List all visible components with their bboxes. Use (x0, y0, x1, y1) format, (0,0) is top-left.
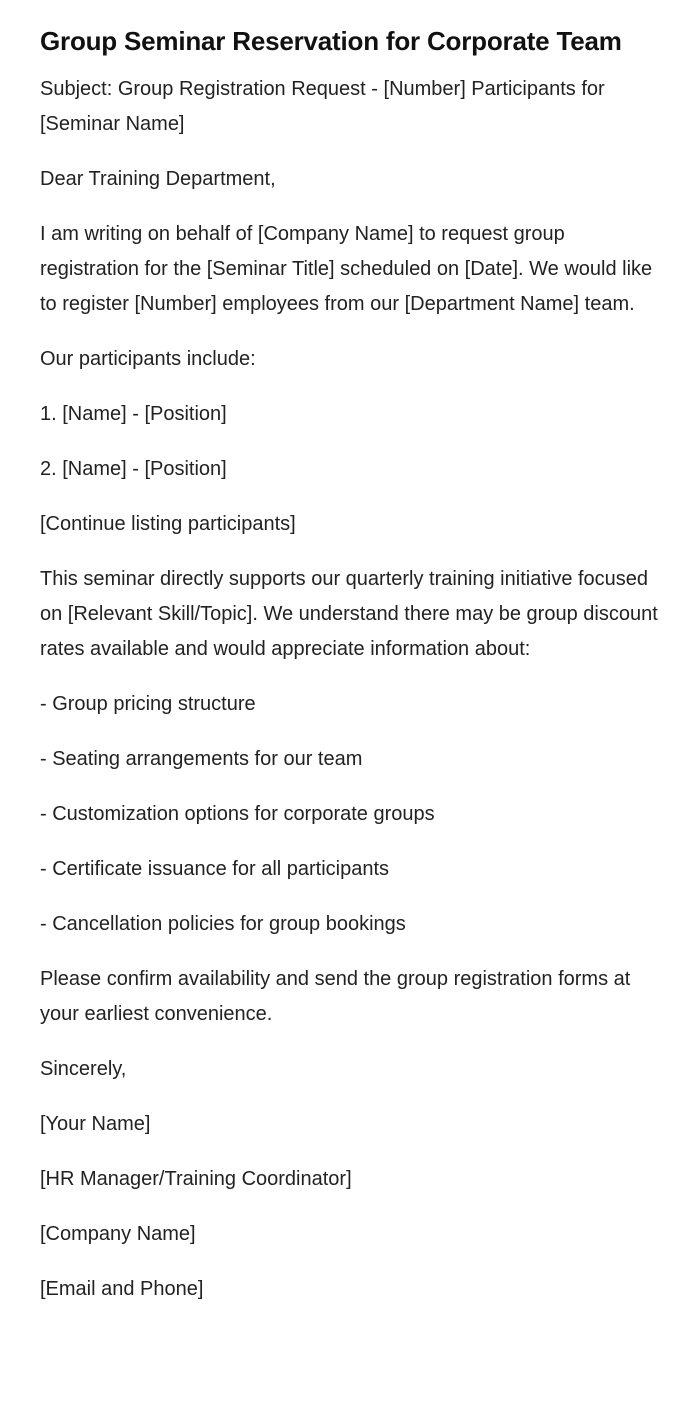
participant-item: 2. [Name] - [Position] (40, 458, 227, 480)
participants-heading: Our participants include: (40, 348, 256, 370)
body-paragraph: This seminar directly supports our quarterly training initiative focused on [Relevant Skill/Topic]. We understand there may be group discount rates available and would appreciate information about: (40, 568, 658, 660)
sign-off: Sincerely, (40, 1058, 127, 1080)
signature-name: [Your Name] (40, 1113, 151, 1135)
signature-contact: [Email and Phone] (40, 1278, 204, 1300)
signature-company: [Company Name] (40, 1223, 196, 1245)
info-list-item: - Cancellation policies for group bookings (40, 913, 406, 935)
subject-line: Subject: Group Registration Request - [Number] Participants for [Seminar Name] (40, 78, 605, 135)
document-title: Group Seminar Reservation for Corporate Team (40, 26, 622, 56)
salutation: Dear Training Department, (40, 168, 276, 190)
participant-continue: [Continue listing participants] (40, 513, 296, 535)
info-list-item: - Group pricing structure (40, 693, 256, 715)
closing-paragraph: Please confirm availability and send the group registration forms at your earliest convenience. (40, 968, 631, 1025)
intro-paragraph: I am writing on behalf of [Company Name] to request group registration for the [Seminar Title] scheduled on [Date]. We would like to register [Number] employees from our [Department Name] team. (40, 223, 653, 315)
info-list-item: - Seating arrangements for our team (40, 748, 363, 770)
signature-role: [HR Manager/Training Coordinator] (40, 1168, 352, 1190)
info-list-item: - Customization options for corporate groups (40, 803, 435, 825)
participant-item: 1. [Name] - [Position] (40, 403, 227, 425)
info-list-item: - Certificate issuance for all participants (40, 858, 390, 880)
